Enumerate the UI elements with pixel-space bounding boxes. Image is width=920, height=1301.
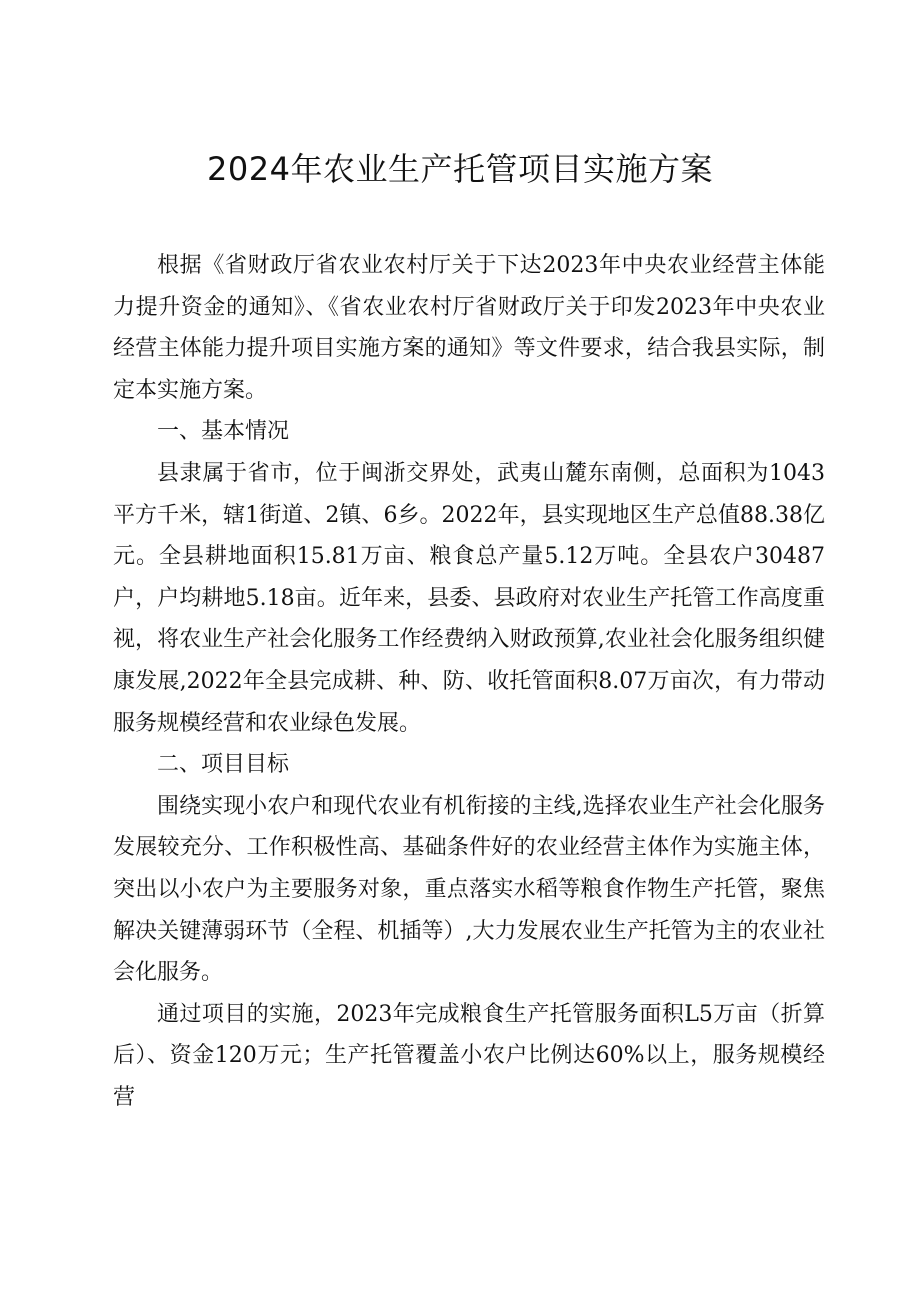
section-heading-project-goals: 二、项目目标 xyxy=(157,752,290,778)
document-title: 2024年农业生产托管项目实施方案 xyxy=(207,150,713,188)
paragraph-basic-situation: 县隶属于省市，位于闽浙交界处，武夷山麓东南侧，总面积为1043平方千米，辖1街道、2镇、6乡。2022年，县实现地区生产总值88.38亿元。全县耕地面积15.81万亩、粮食总产量5.12万吨。全县农户30487户，户均耕地5.18亩。近年来，县委、县政府对农业生产托管工作高度重视，将农业生产社会化服务工作经费纳入财政预算,农业社会化服务组织健康发展,2022年全县完成耕、种、防、收托管面积8.07万亩次，有力带动服务规模经营和农业绿色发展。 xyxy=(113,460,825,736)
paragraph-project-goals: 围绕实现小农户和现代农业有机衔接的主线,选择农业生产社会化服务发展较充分、工作积极性高、基础条件好的农业经营主体作为实施主体，突出以小农户为主要服务对象，重点落实水稻等粮食作物生产托管，聚焦解决关键薄弱环节（全程、机插等）,大力发展农业生产托管为主的农业社会化服务。 xyxy=(113,793,825,986)
document-body xyxy=(113,245,825,1118)
paragraph-implementation-targets: 通过项目的实施，2023年完成粮食生产托管服务面积L5万亩（折算后）、资金120万元；生产托管覆盖小农户比例达60%以上，服务规模经营 xyxy=(113,1001,825,1110)
section-heading-basic-situation: 一、基本情况 xyxy=(157,419,290,445)
paragraph-intro: 根据《省财政厅省农业农村厅关于下达2023年中央农业经营主体能力提升资金的通知》、《省农业农村厅省财政厅关于印发2023年中央农业经营主体能力提升项目实施方案的通知》等文件要求，结合我县实际，制定本实施方案。 xyxy=(113,253,825,403)
